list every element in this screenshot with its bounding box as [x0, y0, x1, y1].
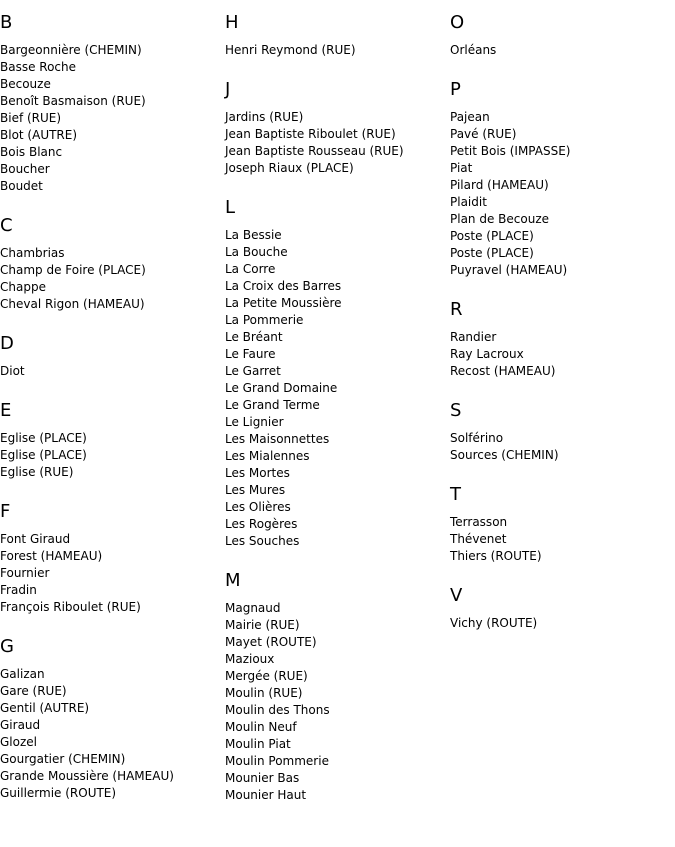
street-entry: Le Grand Terme: [225, 398, 320, 412]
street-entry: Recost (HAMEAU): [450, 364, 556, 378]
street-entry: Glozel: [0, 735, 37, 749]
street-entry: Magnaud: [225, 601, 281, 615]
street-entry: Bargeonnière (CHEMIN): [0, 43, 142, 57]
street-entry: Mounier Bas: [225, 771, 300, 785]
street-entry: Chappe: [0, 280, 46, 294]
street-entry: La Pommerie: [225, 313, 304, 327]
street-entry: Henri Reymond (RUE): [225, 43, 356, 57]
street-entry: François Riboulet (RUE): [0, 600, 141, 614]
street-entry: Joseph Riaux (PLACE): [225, 161, 354, 175]
letter-group-t: [450, 484, 672, 565]
street-entry: Jardins (RUE): [225, 110, 304, 124]
letter-group-c: [0, 215, 222, 313]
street-entry: Guillermie (ROUTE): [0, 786, 117, 800]
street-entry: Mazioux: [225, 652, 275, 666]
street-entry: Terrasson: [450, 515, 508, 529]
street-entry: Forest (HAMEAU): [0, 549, 103, 563]
letter-heading: M: [225, 570, 241, 591]
letter-heading: J: [225, 79, 231, 100]
street-entry: Mergée (RUE): [225, 669, 308, 683]
street-list: [450, 615, 672, 632]
letter-group-e: [0, 400, 222, 481]
street-entry: Le Bréant: [225, 330, 283, 344]
street-entry: Mairie (RUE): [225, 618, 300, 632]
street-entry: Les Mialennes: [225, 449, 310, 463]
street-entry: Pajean: [450, 110, 490, 124]
letter-heading: R: [450, 299, 463, 320]
street-entry: Plan de Becouze: [450, 212, 549, 226]
street-entry: Giraud: [0, 718, 41, 732]
letter-group-o: [450, 12, 672, 59]
letter-heading: P: [450, 79, 461, 100]
street-entry: Fournier: [0, 566, 50, 580]
street-entry: Moulin (RUE): [225, 686, 303, 700]
letter-group-j: [225, 79, 447, 177]
street-entry: Le Faure: [225, 347, 276, 361]
letter-heading: F: [0, 501, 11, 522]
street-entry: Le Garret: [225, 364, 281, 378]
letter-group-b: [0, 12, 222, 195]
street-entry: Sources (CHEMIN): [450, 448, 559, 462]
street-entry: Chambrias: [0, 246, 65, 260]
street-entry: Bois Blanc: [0, 145, 63, 159]
street-list: [450, 329, 672, 380]
street-list: [225, 227, 447, 550]
street-entry: Bief (RUE): [0, 111, 62, 125]
street-list: [225, 109, 447, 177]
street-entry: Les Rogères: [225, 517, 298, 531]
letter-group-p: [450, 79, 672, 279]
street-entry: Randier: [450, 330, 497, 344]
letter-heading: B: [0, 12, 13, 33]
street-entry: Blot (AUTRE): [0, 128, 78, 142]
index-column-2: [225, 12, 447, 824]
street-entry: Moulin des Thons: [225, 703, 330, 717]
street-list: [450, 514, 672, 565]
letter-group-s: [450, 400, 672, 464]
letter-heading: O: [450, 12, 465, 33]
street-entry: Boudet: [0, 179, 43, 193]
letter-heading: E: [0, 400, 12, 421]
street-entry: Moulin Neuf: [225, 720, 297, 734]
street-entry: Moulin Piat: [225, 737, 291, 751]
street-entry: Gare (RUE): [0, 684, 67, 698]
street-entry: La Corre: [225, 262, 276, 276]
index-column-1: [0, 12, 222, 822]
street-list: [225, 42, 447, 59]
letter-heading: T: [450, 484, 461, 505]
letter-group-g: [0, 636, 222, 802]
letter-group-v: [450, 585, 672, 632]
street-list: [450, 430, 672, 464]
street-entry: Le Lignier: [225, 415, 284, 429]
street-entry: Les Olières: [225, 500, 291, 514]
street-entry: La Bouche: [225, 245, 288, 259]
street-list: [450, 109, 672, 279]
letter-heading: G: [0, 636, 14, 657]
street-entry: Eglise (PLACE): [0, 448, 87, 462]
street-entry: Benoît Basmaison (RUE): [0, 94, 146, 108]
street-entry: Jean Baptiste Rousseau (RUE): [225, 144, 404, 158]
letter-heading: S: [450, 400, 462, 421]
street-entry: Thiers (ROUTE): [450, 549, 542, 563]
letter-group-r: [450, 299, 672, 380]
letter-heading: D: [0, 333, 14, 354]
street-entry: Fradin: [0, 583, 37, 597]
index-column-3: [450, 12, 672, 652]
street-entry: Eglise (PLACE): [0, 431, 87, 445]
street-entry: Mounier Haut: [225, 788, 307, 802]
street-entry: Plaidit: [450, 195, 487, 209]
street-entry: La Croix des Barres: [225, 279, 342, 293]
street-entry: Petit Bois (IMPASSE): [450, 144, 571, 158]
street-entry: Puyravel (HAMEAU): [450, 263, 568, 277]
letter-heading: C: [0, 215, 13, 236]
street-list: [0, 42, 222, 195]
street-list: [0, 666, 222, 802]
street-entry: Les Souches: [225, 534, 300, 548]
street-entry: Vichy (ROUTE): [450, 616, 538, 630]
street-list: [0, 245, 222, 313]
street-entry: Poste (PLACE): [450, 246, 534, 260]
street-entry: Pilard (HAMEAU): [450, 178, 549, 192]
letter-group-f: [0, 501, 222, 616]
letter-group-l: [225, 197, 447, 550]
street-entry: Eglise (RUE): [0, 465, 74, 479]
street-entry: Pavé (RUE): [450, 127, 517, 141]
street-list: [225, 600, 447, 804]
street-entry: Galizan: [0, 667, 45, 681]
street-entry: Champ de Foire (PLACE): [0, 263, 146, 277]
street-entry: Poste (PLACE): [450, 229, 534, 243]
letter-group-m: [225, 570, 447, 804]
street-entry: Cheval Rigon (HAMEAU): [0, 297, 145, 311]
street-entry: Les Maisonnettes: [225, 432, 330, 446]
street-entry: La Petite Moussière: [225, 296, 342, 310]
street-list: [450, 42, 672, 59]
letter-heading: H: [225, 12, 239, 33]
letter-group-d: [0, 333, 222, 380]
street-entry: Le Grand Domaine: [225, 381, 338, 395]
street-entry: Solférino: [450, 431, 504, 445]
street-entry: Les Mortes: [225, 466, 290, 480]
street-entry: Mayet (ROUTE): [225, 635, 317, 649]
letter-heading: L: [225, 197, 236, 218]
street-entry: Ray Lacroux: [450, 347, 524, 361]
street-entry: Piat: [450, 161, 473, 175]
street-list: [0, 531, 222, 616]
letter-group-h: [225, 12, 447, 59]
street-entry: Thévenet: [450, 532, 507, 546]
street-list: [0, 430, 222, 481]
street-entry: Gentil (AUTRE): [0, 701, 90, 715]
street-entry: Font Giraud: [0, 532, 71, 546]
letter-heading: V: [450, 585, 463, 606]
street-list: [0, 363, 222, 380]
street-entry: La Bessie: [225, 228, 282, 242]
street-entry: Becouze: [0, 77, 51, 91]
street-entry: Boucher: [0, 162, 50, 176]
street-entry: Diot: [0, 364, 25, 378]
street-entry: Orléans: [450, 43, 497, 57]
street-entry: Grande Moussière (HAMEAU): [0, 769, 174, 783]
street-entry: Moulin Pommerie: [225, 754, 329, 768]
street-entry: Les Mures: [225, 483, 286, 497]
street-entry: Gourgatier (CHEMIN): [0, 752, 126, 766]
street-entry: Basse Roche: [0, 60, 77, 74]
street-entry: Jean Baptiste Riboulet (RUE): [225, 127, 396, 141]
